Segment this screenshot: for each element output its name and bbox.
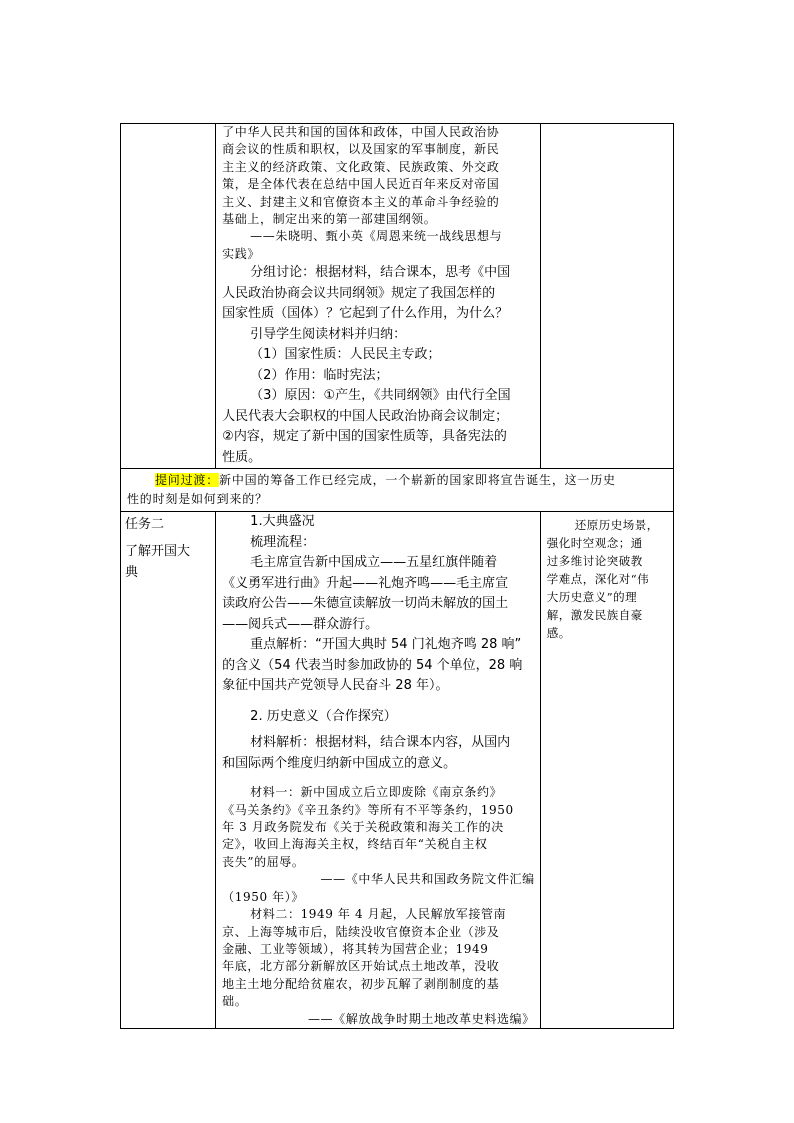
material-line: 定》，收回上海海关主权，终结百年“关税自主权 [222,837,488,852]
table-row-task2 [121,512,674,1029]
table-row-material [121,124,674,469]
quote-line: 主主义的经济政策、文化政策、民族政策、外交政 [222,159,500,174]
note-line: 学难点，深化对“伟 [546,572,650,587]
guide-text: 引导学生阅读材料并归纳： [250,326,407,342]
material-block [222,784,535,1028]
section-title: 2. 历史意义（合作探究） [250,708,397,724]
discussion-text: 人民政治协商会议共同纲领》规定了我国怎样的 [222,285,496,301]
task-title: 了解开国大 [125,544,191,560]
quote-line: 了中华人民共和国的国体和政体，中国人民政治协 [222,125,500,139]
note-cell [540,512,673,1029]
quote-block [222,124,535,263]
flow-text: ——阅兵式——群众游行。 [222,616,379,632]
transition-cell [121,469,674,512]
point-item: ②内容，规定了新中国的国家性质等，具备宪法的 [222,429,507,445]
content-cell [216,124,541,469]
task-title: 典 [125,565,139,581]
task-label: 任务二 [125,517,165,533]
material-line: 丧失”的屈辱。 [222,854,305,869]
transition-label: 提问过渡： [155,473,220,488]
flow-label: 梳理流程： [250,534,316,550]
key-analysis: 的含义（54 代表当时参加政协的 54 个单位，28 响 [222,657,523,673]
note-line: 强化时空观念；通 [546,536,643,551]
key-analysis: 象征中国共产党领导人民奋斗 28 年）。 [222,678,449,694]
material-source: （1950 年）》 [222,889,304,904]
note-line: 感。 [546,626,571,641]
transition-text: 新中国的筹备工作已经完成，一个崭新的国家即将宣告诞生，这一历史 [219,473,616,488]
material-line: 年底，北方部分新解放区开始试点土地改革，没收 [222,959,500,974]
material-line: 《马关条约》《辛丑条约》等所有不平等条约，1950 [222,802,514,817]
ceremony-block [222,512,535,784]
flow-text: 毛主席宣告新中国成立——五星红旗伴随着 [250,555,498,571]
material-line: 年 3 月政务院发布《关于关税政策和海关工作的决 [222,820,504,835]
point-item: 性质。 [222,449,262,465]
quote-source: 实践》 [222,246,260,261]
quote-line: 策，是全体代表在总结中国人民近百年来反对帝国 [222,177,500,192]
discussion-text: 分组讨论：根据材料，结合课本，思考《中国 [250,265,511,281]
lesson-plan-table [120,123,674,1029]
material-line: 材料一：新中国成立后立即废除《南京条约》 [250,785,503,800]
task-cell [121,512,216,1029]
quote-line: 主义、封建主义和官僚资本主义的革命斗争经验的 [222,194,500,209]
note-line: 过多维讨论突破教 [546,554,643,569]
transition-text: 性的时刻是如何到来的？ [127,492,268,507]
quote-source: ——朱晓明、甄小英《周恩来统一战线思想与 [250,229,503,244]
note-line: 大历史意义”的理 [546,590,638,605]
content-cell [216,512,541,1029]
discussion-text: 国家性质（国体）？它起到了什么作用，为什么？ [222,306,509,322]
point-item: （1）国家性质：人民民主专政； [250,347,441,363]
note-line: 解，激发民族自豪 [546,608,643,623]
material-source: ——《中华人民共和国政务院文件汇编 [320,872,535,887]
point-item: 人民代表大会职权的中国人民政治协商会议制定； [222,408,509,424]
flow-text: 《义勇军进行曲》升起——礼炮齐鸣——毛主席宣 [222,575,509,591]
note-cell-empty [540,124,673,469]
discussion-block [222,263,535,468]
material-line: 材料二：1949 年 4 月起，人民解放军接管南 [250,907,507,922]
quote-line: 商会议的性质和职权，以及国家的军事制度，新民 [222,142,500,157]
material-source: ——《解放战争时期土地改革史料选编》 [307,1011,535,1026]
material-line: 金融、工业等领域），将其转为国营企业；1949 [222,941,489,956]
note-line: 还原历史场景， [574,518,659,533]
material-line: 京、上海等城市后，陆续没收官僚资本企业（涉及 [222,924,500,939]
section-title: 1.大典盛况 [250,514,315,530]
quote-line: 基础上，制定出来的第一部建国纲领。 [222,212,437,227]
task-cell-empty [121,124,216,469]
point-item: （2）作用：临时宪法； [250,367,389,383]
analysis-text: 和国际两个维度归纳新中国成立的意义。 [222,755,457,771]
analysis-text: 材料解析：根据材料，结合课本内容，从国内 [250,735,511,751]
material-line: 础。 [222,994,248,1009]
material-line: 地主土地分配给贫雇农，初步瓦解了剥削制度的基 [222,976,500,991]
key-analysis: 重点解析：“开国大典时 54 门礼炮齐鸣 28 响” [250,637,522,653]
table-row-transition [121,469,674,512]
design-note [541,512,673,642]
flow-text: 读政府公告——朱德宣读解放一切尚未解放的国土 [222,596,509,612]
point-item: （3）原因：①产生，《共同纲领》由代行全国 [250,388,511,404]
